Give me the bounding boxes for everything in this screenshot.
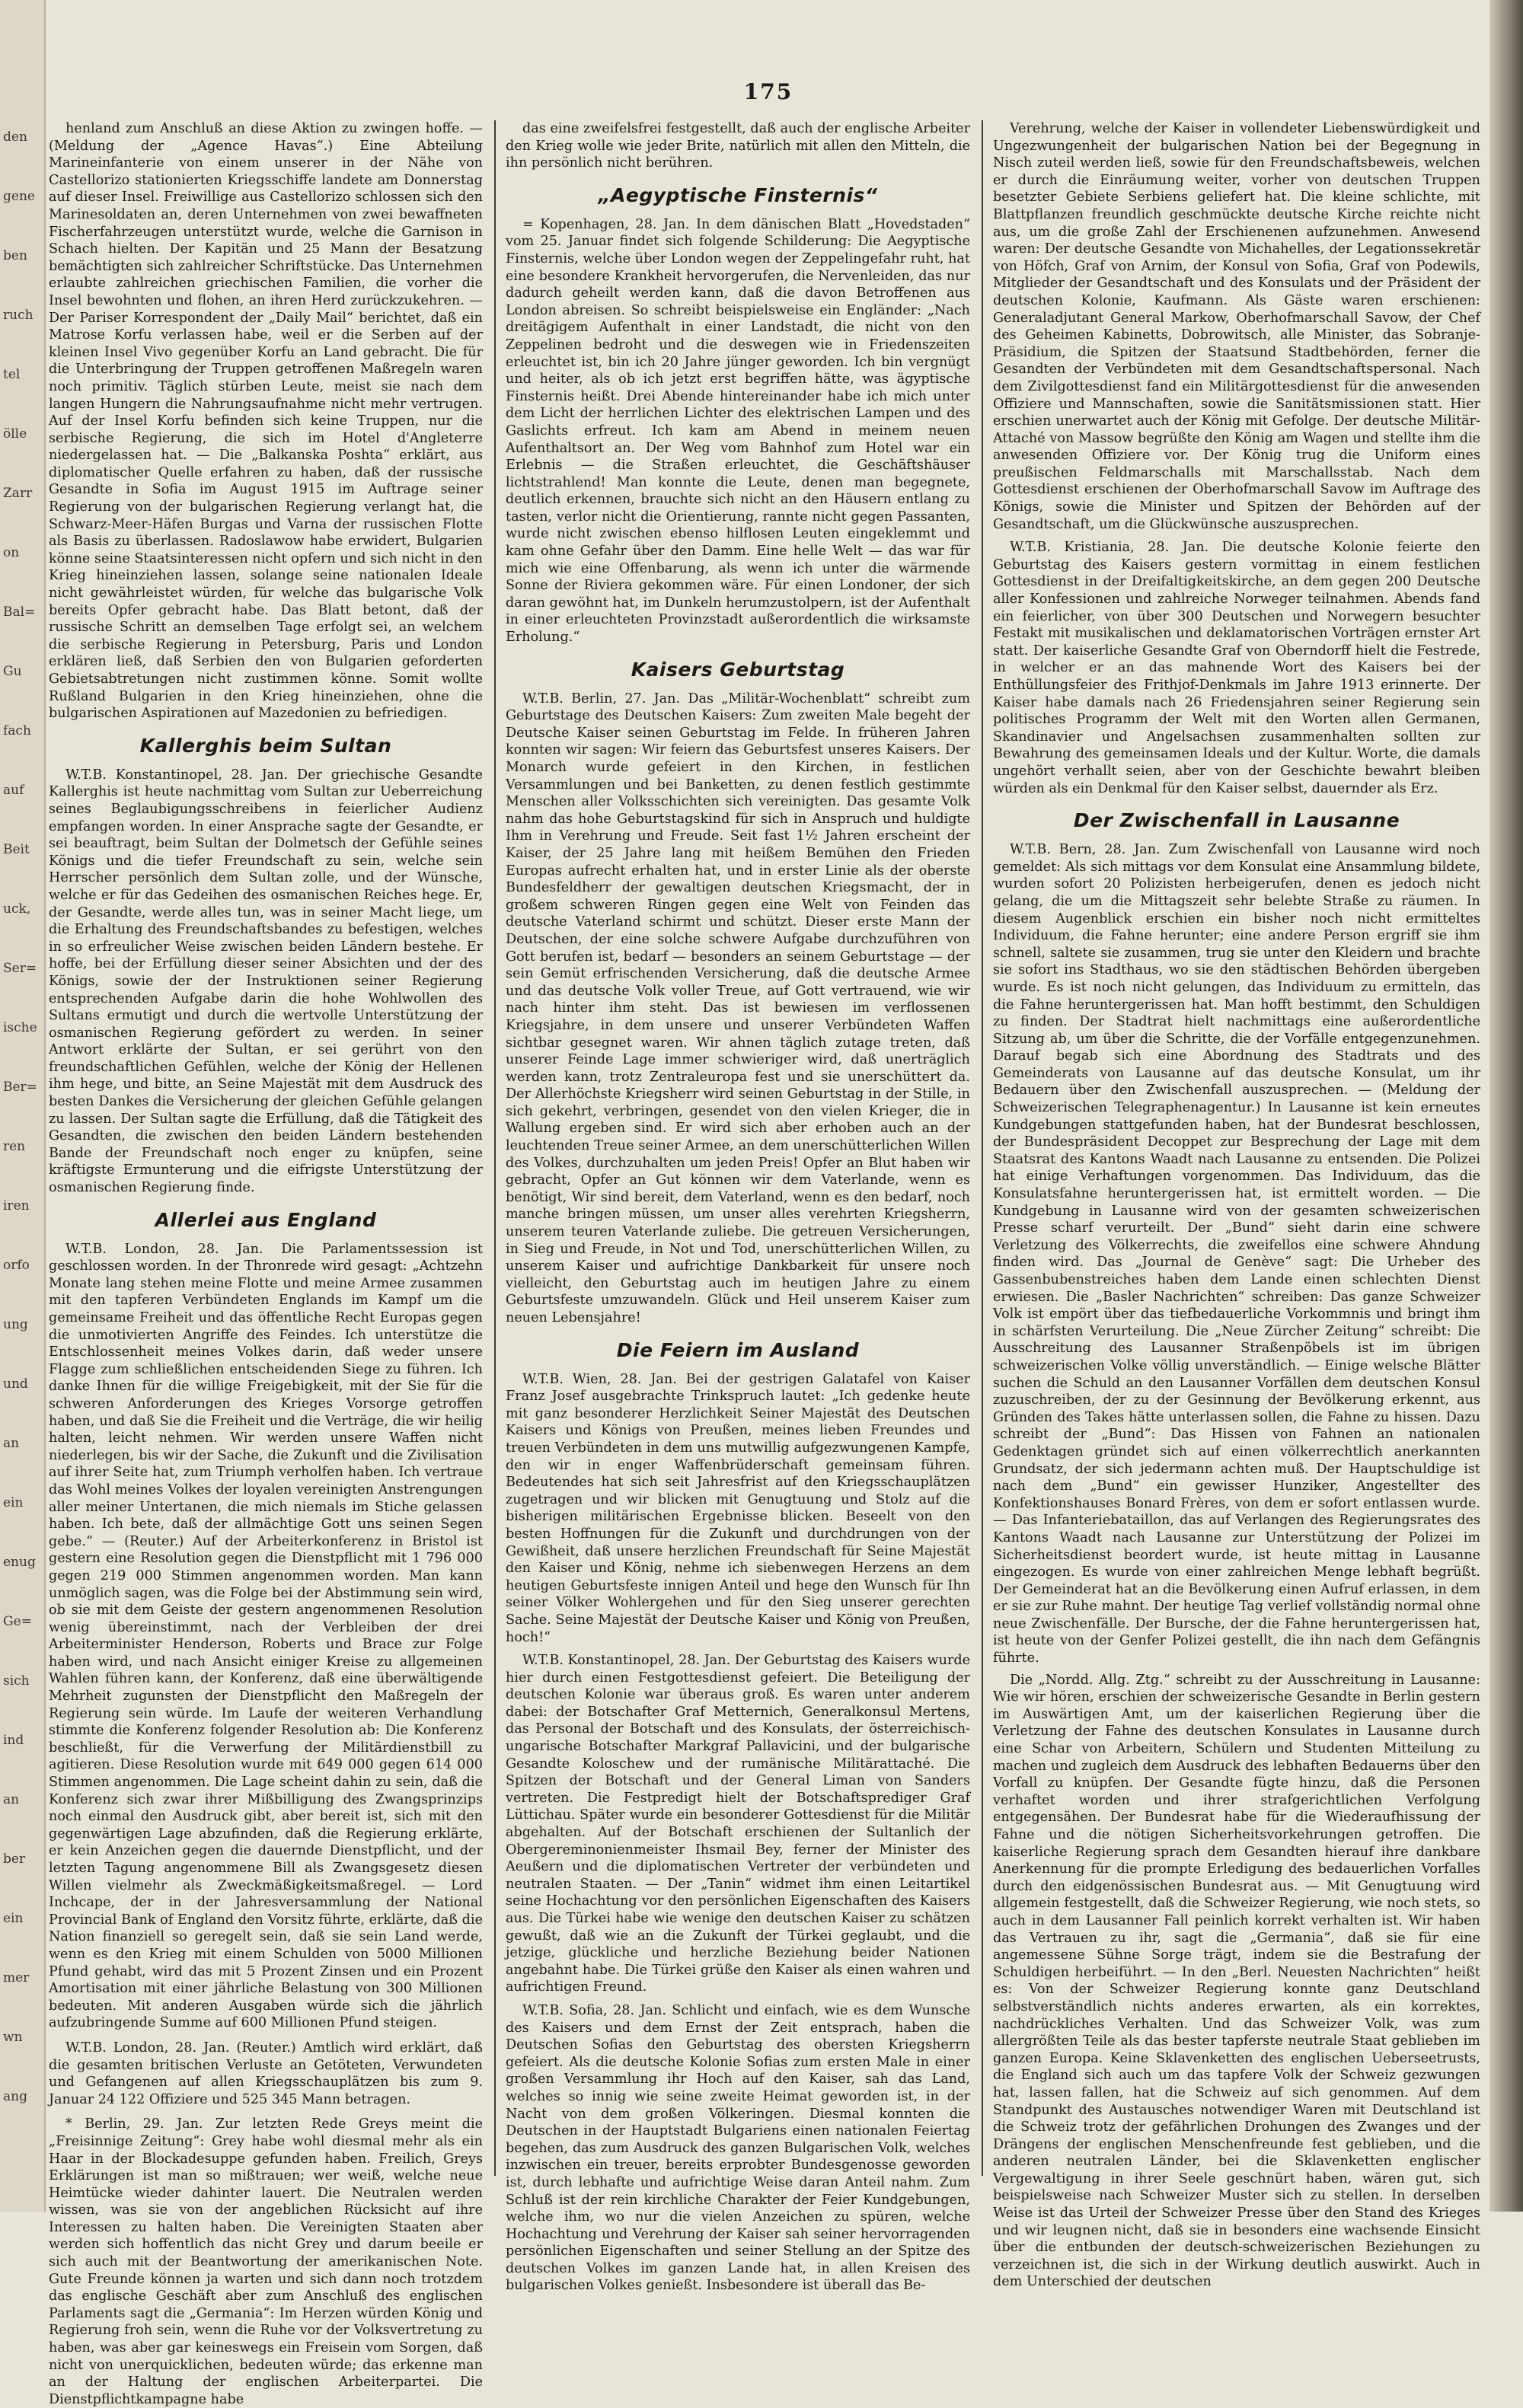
article-lausanne (993, 841, 1480, 1667)
adjacent-page-fragment: ruch (3, 308, 34, 323)
adjacent-page-fragment: uck, (3, 901, 31, 917)
article-text: W.T.B. London, 28. Jan. (Reuter.) Amtlich wird erklärt, daß die gesamten britischen Verluste an Getöteten, Verwundeten und Gefangenen auf allen Kriegsschauplätzen bis zum 9. Januar 24 122 Offiziere und 525 345 Mann betragen. (49, 2040, 483, 2107)
adjacent-page-fragment: Bal= (3, 604, 36, 620)
adjacent-page-fragment: Ber= (3, 1080, 37, 1095)
article-text: W.T.B. Sofia, 28. Jan. Schlicht und einfach, wie es dem Wunsche des Kaisers und dem Ernst der Zeit entsprach, haben die Deutschen Sofias den Geburtstag des obersten Kriegsherrn gefeiert. Als die deutsche Kolonie Sofias zum ersten Male in einer großen Versammlung ihr Hoch auf den Kaiser, sah das Land, welches so innig wie seine zweite Heimat geworden ist, in der Nacht von dem großen Völkeringen. Diesmal konnten die Deutschen in der Hauptstadt Bulgariens einen nationalen Feiertag begehen, das zum Ausdruck des ganzen Bulgarischen Volk, welches inzwischen ein treuer, bereits erprobter Bundesgenosse geworden ist, durch lebhafte und aufrichtige Weise daran Anteil nahm. Zum Schluß ist der rein kirchliche Charakter der Feier Kundgebungen, welche ihm, wo nur die vielen Anzeichen zu spüren, welche Hochachtung und Verehrung der Kaiser sah seiner hervorragenden persönlichen Eigenschaften und seiner Stellung an der Spitze des deutschen Volkes im ganzen Lande hat, in allen Kreisen des bulgarischen Volkes genießt. Insbesondere ist überall das Be- (506, 2002, 970, 2294)
column-1 (49, 120, 483, 2407)
article-kristiania (993, 539, 1480, 797)
article-text: W.T.B. Bern, 28. Jan. Zum Zwischenfall von Lausanne wird noch gemeldet: Als sich mittags vor dem Konsulat eine Ansammlung bildete, wurden sofort 20 Polizisten herbeigerufen, denen es jedoch nicht gelang, die um die Mittagszeit sehr belebte Straße zu räumen. In diesem Augenblick erschien ein bisher noch nicht ermitteltes Individuum, die Fahne herunter; eine andere Person ergriff sie ihm schnell, saltete sie zusammen, trug sie unter den Kleidern und brachte sie sofort ins Stadthaus, wo sie den städtischen Behörden übergeben wurde. Es ist noch nicht gelungen, das Individuum zu ermitteln, das die Fahne heruntergerissen hat. Man hofft bestimmt, den Schuldigen zu finden. Der Stadtrat hielt nachmittags eine außerordentliche Sitzung ab, um über die Schritte, die der Vorfälle entgegenzunehmen. Darauf begab sich eine Abordnung des Stadtrats und des Gemeinderats von Lausanne auf das deutsche Konsulat, um ihr Bedauern über den Zwischenfall auszusprechen. — (Meldung der Schweizerischen Telegraphenagentur.) In Lausanne ist kein erneutes Kundgebungen stattgefunden haben, hat der Bundesrat beschlossen, der Bundespräsident Decoppet zur Besprechung der Lage mit dem Staatsrat des Kantons Waadt nach Lausanne zu entsenden. Die Polizei hat einige Verhaftungen vorgenommen. Das Individuum, das die Konsulatsfahne heruntergerissen hat, ist ermittelt worden. — Die Kundgebung in Lausanne wird von der gesamten schweizerischen Presse scharf verurteilt. Der „Bund“ sieht darin eine schwere Verletzung des Völkerrechts, die zweifellos eine schwere Ahndung finden wird. Das „Journal de Genève“ sagt: Die Urheber des Gassenbubenstreiches haben dem Lande einen schlechten Dienst erwiesen. Die „Basler Nachrichten“ schreiben: Das ganze Schweizer Volk ist empört über das tiefbedauerliche Vorkommnis und bringt ihm in schärfsten Verurteilung. Die „Neue Zürcher Zeitung“ schreibt: Die Ausschreitung des Lausanner Straßenpöbels ist im übrigen schweizerischen Volke völlig unverständlich. — Einige welsche Blätter suchen die Schuld an den Lausanner Vorfällen dem deutschen Konsul zuzuschreiben, der zu der Gesinnung der Bevölkerung erkennt, aus Gründen des Takes hätte unterlassen sollen, die Fahne zu hissen. Dazu schreibt der „Bund“: Das Hissen von Fahnen an nationalen Gedenktagen gründet sich auf einen völkerrechtlich anerkannten Grundsatz, der sich jedermann achten muß. Der Hauptschuldige ist nach dem „Bund“ ein gewisser Hunziker, Angestellter des Konfektionshauses Bonard Frères, von dem er sofort entlassen wurde. — Das Infanteriebataillon, das auf Verlangen des Regierungsrates des Kantons Waadt nach Lausanne zur Unterstützung der Polizei im Sicherheitsdienst beordert wurde, ist heute mittag in Lausanne eingezogen. Es wurde von einer zahlreichen Menge lebhaft begrüßt. Der Gemeinderat hat an die Bevölkerung einen Aufruf erlassen, in dem er sie zur Ruhe mahnt. Der heutige Tag verlief vollständig normal ohne neue Zwischenfälle. Der Bursche, der die Fahne heruntergerissen hat, ist heute von der Genfer Polizei gestellt, die ihn nach dem Gefängnis führte. (993, 842, 1480, 1666)
adjacent-page-fragment: an (3, 1436, 20, 1451)
article-english-worker (506, 120, 970, 172)
article-text: das eine zweifelsfrei festgestellt, daß auch der englische Arbeiter den Krieg wolle wie jeder Brite, natürlich mit allen den Mitteln, die ihn persönlich nicht berühren. (506, 121, 970, 171)
adjacent-page-fragment: enug (3, 1555, 36, 1570)
adjacent-page-fragment: orfo (3, 1258, 30, 1273)
article-text: W.T.B. Konstantinopel, 28. Jan. Der Geburtstag des Kaisers wurde hier durch einen Festgottesdienst gefeiert. Die Beteiligung der deutschen Kolonie war überaus groß. Es waren unter anderem dabei: der Botschafter Graf Metternich, Generalkonsul Mertens, das Personal der Botschaft und des Konsulats, der österreichisch-ungarische Botschafter Markgraf Pallavicini, und der bulgarische Gesandte Koloschew und der rumänische Militärattaché. Die Spitzen der Botschaft und der General Liman von Sanders vertreten. Die Festpredigt hielt der Botschaftsprediger Graf Lüttichau. Später wurde ein besonderer Gottesdienst für die Militär abgehalten. Auf der Botschaft erschienen der Sultanlich der Obergereminonienmeister Ihsmail Bey, ferner der Minister des Aeußern und die diplomatischen Vertreter der verbündeten und neutralen Staaten. — Der „Tanin“ widmet ihm einen Leitartikel seine Hochachtung vor den persönlichen Eigenschaften des Kaisers aus. Die Türkei habe wie wenige den deutschen Kaiser zu schätzen gewußt, daß wie an die Zukunft der Türkei geglaubt, und die jetzige, glückliche und herzliche Beziehung beider Nationen angebahnt habe. Die Türkei grüße den Kaiser als einen wahren und aufrichtigen Freund. (506, 1653, 970, 1995)
article-england (49, 1241, 483, 2032)
adjacent-page-fragment: Gu (3, 664, 22, 679)
article-vienna (506, 1371, 970, 1647)
adjacent-page-fragment: ische (3, 1020, 37, 1035)
adjacent-page-fragment: iren (3, 1198, 30, 1214)
headline-egyptian-darkness: „Aegyptische Finsternis“ (598, 183, 878, 206)
article-constantinople (506, 1652, 970, 1996)
article-text: Die „Nordd. Allg. Ztg.“ schreibt zu der Ausschreitung in Lausanne: Wie wir hören, erschien der schweizerische Gesandte in Berlin gestern im Auswärtigen Amt, um der kaiserlichen Regierung über die Verletzung der Fahne des deutschen Konsulates in Lausanne durch eine Schar von Arbeitern, Schülern und Studenten Mitteilung zu machen und zugleich dem Ausdruck des lebhaften Bedauerns über den Vorfall zu knüpfen. Der Gesandte fügte hinzu, daß die Personen verhaftet worden und ihrer strafgerichtlichen Verfolgung entgegensähen. Der Bundesrat habe für die Wiederaufhissung der Fahne und die nötigen Sicherheitsvorkehrungen getroffen. Die kaiserliche Regierung sprach dem Gesandten hierauf ihre dankbare Anerkennung für die prompte Erledigung des bedauerlichen Vorfalles durch den eidgenössischen Bundesrat aus. — Mit Genugtuung wird allgemein festgestellt, daß die Schweizer Regierung, wie noch stets, so auch in dem Lausanner Fall peinlich korrekt verhalten ist. Wir haben das Vertrauen zu ihr, sagt die „Germania“, daß sie für eine angemessene Sühne Sorge trägt, indem sie die Bestrafung der Schuldigen herbeiführt. — In den „Berl. Neuesten Nachrichten“ heißt es: Von der Schweizer Regierung konnte ganz Deutschland selbstverständlich nichts anderes erwarten, als ein korrektes, nachdrückliches Verhalten. Und das Schweizer Volk, was zum allergrößten Teile als das bester tapferste neutrale Staat geblieben im ganzen Europa. Keine Sklavenketten des englischen Ueberseetrusts, die England sich auch um das tapfere Volk der Schweiz gezwungen hat, lassen fallen, hat die Schweiz auf sich genommen. Auf dem Standpunkt des Austausches notwendiger Waren mit Deutschland ist die Schweiz trotz der gefährlichen Drohungen des Zwanges und der Drängens der englischen Menschenfreunde fest geblieben, und die anderen neutralen Länder, bei die Sklavenketten englischer Vergewaltigung in ihrer Seele geschnürt haben, wären gut, sich beispielsweise nach Schweizer Muster sich zu stellen. In derselben Weise ist das Urteil der Schweizer Presse über den Stand des Krieges und wir leugnen nicht, daß sie in besonders eine wachsende Einsicht über die entbunden der deutsch-schweizerischen Beziehungen zu verzeichnen ist, die sich in der Wirkung deutlich auswirkt. Auch in dem Unterschied der deutschen (993, 1672, 1480, 2290)
adjacent-page-fragment: ber (3, 1851, 26, 1867)
adjacent-page-fragment: ind (3, 1733, 24, 1748)
adjacent-page-fragment: ung (3, 1317, 28, 1332)
article-text: W.T.B. Kristiania, 28. Jan. Die deutsche Kolonie feierte den Geburtstag des Kaisers gestern vormittag in einem festlichen Gottesdienst in der Dreifaltigkeitskirche, an dem gegen 200 Deutsche aller Konfessionen und zahlreiche Norweger teilnahmen. Abends fand ein feierlicher, von über 300 Deutschen und Norwegern besuchter Festakt mit musikalischen und deklamatorischen Vorträgen ernster Art statt. Der kaiserliche Gesandte Graf von Oberndorff hielt die Festrede, in welcher er an das mahnende Wort des Kaisers bei der Enthüllungsfeier des Frithjof-Denkmals im Jahre 1913 erinnerte. Der Kaiser habe damals nach 26 Friedensjahren seiner Regierung sein politisches Programm der Welt mit den Worten allen Germanen, Skandinavier und Angelsachsen zusammenhalten sollten zur Bewahrung des gemeinsamen Ideals und der Kultur. Worte, die damals ungehört verhallt seien, aber von der Geschichte bewahrt bleiben würden als ein Denkmal für den Kaiser selbst, dauernder als Erz. (993, 540, 1480, 796)
adjacent-page-fragment: an (3, 1792, 20, 1807)
article-text: W.T.B. Konstantinopel, 28. Jan. Der griechische Gesandte Kallerghis ist heute nachmittag vom Sultan zur Ueberreichung seines Beglaubigungsschreibens in feierlicher Audienz empfangen worden. In einer Ansprache sagte der Gesandte, er sei beauftragt, beim Sultan der Dolmetsch der Gefühle seines Königs und die tiefer Freundschaft zu sein, welche sein Herrscher persönlich dem Sultan zolle, und der Wünsche, welche er für das Gedeihen des osmanischen Reiches hege. Er, der Gesandte, werde alles tun, was in seiner Macht liege, um die Erhaltung des Freundschaftsbandes zu befestigen, welches in so erfreulicher Weise zwischen beiden Ländern bestehe. Er hoffe, bei der Erfüllung dieser seiner Absichten und der des Königs, sowie der der Instruktionen seiner Regierung entsprechenden Aufgabe darin die hohe Wohlwollen des Sultans ermutigt und durch die wertvolle Unterstützung der osmanischen Regierung gefördert zu werden. In seiner Antwort erklärte der Sultan, er sei gerührt von den freundschaftlichen Gefühlen, welche der König der Hellenen ihm hege, und bitte, an Seine Majestät mit dem Ausdruck des besten Dankes die Versicherung der gleichen Gefühle gelangen zu lassen. Der Sultan sagte die Erfüllung, daß die Tätigkeit des Gesandten, die zwischen den beiden Ländern bestehenden Bande der Freundschaft noch enger zu knüpfen, seine kräftigste Ermunterung und die eifrigste Unterstützung der osmanischen Regierung finde. (49, 767, 483, 1196)
article-balkans-continuation (49, 120, 483, 722)
adjacent-page-fragment: ren (3, 1139, 26, 1154)
article-british-losses (49, 2040, 483, 2108)
headline-england: Allerlei aus England (155, 1208, 377, 1231)
article-text: * Berlin, 29. Jan. Zur letzten Rede Greys meint die „Freisinnige Zeitung“: Grey habe wohl diesmal mehr als ein Haar in der Blockadesuppe gefunden haben. Freilich, Greys Erklärungen ist man so mißtrauen; wer weiß, welche neue Heimtücke wieder dahinter lauert. Die Neutralen werden wissen, was sie von der angeblichen Rücksicht auf ihre Interessen zu halten haben. Die Vereinigten Staaten aber werden sich hoffentlich das nicht Grey und darum beeile er sich auch mit der Beantwortung der amerikanischen Note. Gute Freunde können ja warten und sich dann noch trotzdem das englische Geschäft aber zum Anschluß des englischen Parlaments sagt die „Germania“: Im Herzen würden König und Regierung froh sein, wenn die Ruhe vor der Volksvertretung zu haben, was aber gar keineswegs ein Freisein vom Sorgen, daß nicht von unerquicklichen, bedeuten würde; das erkenne man an der Haltung der englischen Arbeiterpartei. Die Dienstpflichtkampagne habe (49, 2116, 483, 2407)
book-binding-edge (1489, 0, 1523, 2212)
adjacent-page-fragment: ein (3, 1495, 24, 1510)
adjacent-page-fragment: auf (3, 783, 24, 798)
adjacent-page-fragment: on (3, 545, 20, 560)
adjacent-page-fragment: Ge= (3, 1614, 32, 1629)
article-sofia (506, 2002, 970, 2295)
article-grey-speech (49, 2116, 483, 2408)
adjacent-page-fragment: ein (3, 1911, 24, 1926)
article-text: Verehrung, welche der Kaiser in vollendeter Liebenswürdigkeit und Ungezwungenheit der bulgarischen Nation bei der Begegnung in Nisch zuteil werden ließ, sowie für den Freundschaftsbeweis, welchen er durch die Einräumung weiter, vorher von deutschen Truppen besetzter Gebiete Serbiens geliefert hat. Die kleine schlichte, mit Blattpflanzen freundlich geschmückte deutsche Kirche reichte nicht aus, um die große Zahl der Erschienenen aufzunehmen. Anwesend waren: Der deutsche Gesandte von Michahelles, der Legationssekretär von Höfch, Graf von Arnim, der Konsul von Sofia, Graf von Podewils, Mitglieder der Gesandtschaft und des Konsulats und der Präsident der deutschen Kolonie, Kaufmann. Als Gäste waren erschienen: Generaladjutant General Markow, Oberhofmarschall Savow, der Chef des Geheimen Kabinetts, Dobrowitsch, alle Minister, das Sobranje-Präsidium, die Spitzen der Staatsund Stadtbehörden, ferner die Gesandten der Verbündeten mit dem Gesandtschaftspersonal. Nach dem Zivilgottesdienst fand ein Militärgottesdienst für die anwesenden Offiziere und Mannschaften, sowie die Sanitätsmissionen statt. Hier erschien unerwartet auch der König mit Gefolge. Der deutsche Militär-Attaché von Massow begrüßte den König am Wagen und stellte ihm die anwesenden Offiziere vor. Der König trug die Uniform eines preußischen Feldmarschalls mit Marschallsstab. Nach dem Gottesdienst erschienen der Oberhofmarschall Savow im Auftrage des Königs, sowie die Minister und Spitzen der Behörden auf der Gesandtschaft, um die Glückwünsche auszusprechen. (993, 121, 1480, 532)
column-rule (494, 120, 496, 2176)
headline-celebrations-abroad: Die Feiern im Ausland (616, 1338, 860, 1361)
article-kallerghis (49, 767, 483, 1197)
headline-lausanne-incident: Der Zwischenfall in Lausanne (1073, 809, 1400, 832)
adjacent-page-fragment: und (3, 1376, 28, 1392)
article-sofia-continuation (993, 120, 1480, 533)
adjacent-page-fragment: fach (3, 723, 31, 738)
adjacent-page-fragment: ang (3, 2089, 27, 2104)
article-nordd-allg-ztg (993, 1672, 1480, 2291)
article-text: henland zum Anschluß an diese Aktion zu zwingen hoffe. — (Meldung der „Agence Havas“.) Eine Abteilung Marineinfanterie von einem unserer in der Nähe von Castellorizo stationierten Kriegsschiffe landete am Donnerstag auf dieser Insel. Freiwillige aus Castellorizo schlossen sich den Marinesoldaten an, deren Unternehmen von zwei bewaffneten Fischerfahrzeugen unterstützt wurde, welche die Garnison in Schach hielten. Der Kapitän und 25 Mann der Besatzung bemächtigten sich zahlreicher Schriftstücke. Das Unternehmen erlaubte zahlreichen griechischen Familien, die vorher die Insel bewohnten und flohen, an ihren Herd zurückzukehren. — Der Pariser Korrespondent der „Daily Mail“ berichtet, daß ein Matrose Korfu verlassen habe, weil er die Serben auf der kleinen Insel Vivo gegenüber Korfu an Land gebracht. Die für die Unterbringung der Truppen getroffenen Maßregeln waren noch primitiv. Täglich stürben Leute, meist sie nach dem langen Hungern die Nahrungsaufnahme nicht mehr vertrugen. Auf der Insel Korfu befinden sich keine Truppen, nur die serbische Regierung, die sich im Hotel d'Angleterre niedergelassen hat. — Die „Balkanska Poshta“ erklärt, aus diplomatischer Quelle erfahren zu haben, daß der russische Gesandte in Sofia im August 1915 im Auftrage seiner Regierung von der bulgarischen Regierung verlangt hat, die Schwarz-Meer-Häfen Burgas und Varna der russischen Flotte als Basis zu überlassen. Radoslawow habe erwidert, Bulgarien könne seine Staatsinteressen nicht opfern und sich nicht in den Krieg hineinziehen lassen, solange seine nationalen Ideale nicht gewährleistet würden, für welche das bulgarische Volk bereits Opfer gebracht habe. Das Blatt betont, daß der russische Schritt an demselben Tage erfolgt sei, an welchem die serbische Regierung in Petersburg, Paris und London erklären ließ, daß Serbien den von Bulgarien geforderten Gebietsabtretungen nicht zustimmen könne. Somit wollte Rußland Bulgarien in den Krieg hineinziehen, ohne die bulgarischen Aspirationen auf Mazedonien zu befriedigen. (49, 121, 483, 722)
column-2 (506, 120, 970, 2294)
adjacent-page-fragment: Beit (3, 842, 30, 857)
article-kaisers-birthday (506, 691, 970, 1327)
article-egyptian-darkness (506, 216, 970, 646)
newspaper-page (49, 79, 1488, 2407)
headline-kaisers-birthday: Kaisers Geburtstag (631, 658, 845, 681)
adjacent-page-fragment: tel (3, 367, 21, 382)
adjacent-page-fragment: Zarr (3, 486, 33, 501)
adjacent-page-fragment: Ser= (3, 961, 37, 976)
article-text: W.T.B. Wien, 28. Jan. Bei der gestrigen Galatafel von Kaiser Franz Josef ausgebrachte Trinkspruch lautet: „Ich gedenke heute mit ganz besonderer Herzlichkeit Seiner Majestät des Deutschen Kaisers und Königs von Preußen, meines lieben Freundes und treuen Verbündeten in dem uns mutwillig aufgezwungenen Kampfe, den wir in enger Waffenbrüderschaft gemeinsam führen. Bedeutendes hat sich seit Jahresfrist auf den Kriegsschauplätzen zugetragen und wir blicken mit Genugtuung und Stolz auf die bisherigen militärischen Ergebnisse blicken. Beseelt von den besten Hoffnungen für die Zukunft und durchdrungen von der Gewißheit, daß unsere herzlichen Freundschaft für Seine Majestät den Kaiser und König, nehme ich siebenwegen Herzens an dem heutigen Geburtsfeste innigen Anteil und hege den Wunsch für Ihn seiner Völker Wohlergehen und für den Sieg unserer gerechten Sache. Seine Majestät der Deutsche Kaiser und König von Preußen, hoch!“ (506, 1371, 970, 1645)
adjacent-page-fragment: ben (3, 248, 27, 263)
article-text: = Kopenhagen, 28. Jan. In dem dänischen Blatt „Hovedstaden“ vom 25. Januar findet sich folgende Schilderung: Die Aegyptische Finsternis, welche über London wegen der Zeppelingefahr ruht, hat eine besondere Krankheit hervorgerufen, die Nervenleiden, das nur dadurch geheilt werden kann, daß die davon Betroffenen aus London abreisen. So schreibt beispielsweise ein Engländer: „Nach dreitägigem Aufenthalt in einer Landstadt, die nicht von den Zeppelinen bedroht und die deswegen wie in Friedenszeiten erleuchtet ist, bin ich 20 Jahre jünger geworden. Ich bin vergnügt und heiter, als ob ich jetzt erst begriffen hätte, was ägyptische Finsternis heißt. Drei Abende hintereinander habe ich mich unter dem Licht der herrlichen Lichter des elektrischen Lampen und des Gaslichts erfreut. Ich kam am Abend in meinem neuen Aufenthaltsort an. Der Weg vom Bahnhof zum Hotel war ein Erlebnis — die Straßen erleuchtet, die Geschäftshäuser lichtstrahlend! Man konnte die Leute, denen man begegnete, deutlich erkennen, brauchte sich nicht an den Häusern entlang zu tasten, verlor nicht die Orientierung, rannte nicht gegen Passanten, wurde nicht zwischen ebenso hilflosen Leuten eingeklemmt und kam ohne Gefahr über den Damm. Eine helle Welt — das war für mich wie eine Offenbarung, als wenn ich unter die wärmende Sonne der Riviera gekommen wäre. Für einen Londoner, der sich daran gewöhnt hat, im Dunkeln herumzustolpern, ist der Aufenthalt in einer erleuchteten Provinzstadt außerordentlich die wirksamste Erholung.“ (506, 216, 970, 646)
article-text: W.T.B. London, 28. Jan. Die Parlamentssession ist geschlossen worden. In der Thronrede wird gesagt: „Achtzehn Monate lang stehen meine Flotte und meine Armee zusammen mit den tapferen Verbündeten Englands im Kampf um die gemeinsame Freiheit und das öffentliche Recht Europas gegen die unmotivierten Angriffe des Feindes. Ich unterstütze die Entschlossenheit meines Volkes darin, daß weder unsere Flagge zum schließlichen entscheidenden Siege zu führen. Ich danke Ihnen für die willige Freigebigkeit, mit der Sie für die schweren Anforderungen des Krieges Vorsorge getroffen haben, und daß Sie die Freiheit und die Verträge, die wir heilig halten, leicht nehmen. Wir werden unsere Waffen nicht niederlegen, bis wir der Sache, die Zukunft und die Zivilisation auf ihrer Seite hat, zum Triumph verholfen haben. Ich vertraue das Wohl meines Volkes der loyalen vereinigten Anstrengungen aller meiner Untertanen, die mich niemals im Stiche gelassen haben. Ich bete, daß der allmächtige Gott uns seinen Segen gebe.“ — (Reuter.) Auf der Arbeiterkonferenz in Bristol ist gestern eine Resolution gegen die Dienstpflicht mit 1 796 000 gegen 219 000 Stimmen angenommen worden. Man kann unmöglich sagen, was die Folge bei der Abstimmung sein wird, ob sie mit dem Geiste der gestern angenommenen Resolution wenig übereinstimmt, nach der Verbleiben der drei Arbeiterminister Henderson, Roberts und Brace zur Folge haben wird, und nach Ansicht einiger Kreise zu allgemeinen Wahlen führen kann, der Konferenz, daß eine überwältigende Mehrheit zugunsten der Dienstpflicht den Maßregeln der Regierung sein würde. Im Laufe der weiteren Verhandlung stimmte die Konferenz folgender Resolution ab: Die Konferenz beschließt, für die Verwerfung der Militärdienstbill zu agitieren. Diese Resolution wurde mit 649 000 gegen 614 000 Stimmen angenommen. Die Lage scheint dahin zu sein, daß die Konferenz sich zwar ihrer Mißbilligung des Zwangsprinzips noch einmal den Ausdruck gibt, aber bereit ist, sich mit den gegenwärtigen Lage abzufinden, daß die Regierung erklärte, er kein Anzeichen gegen die dauernde Dienstpflicht, und der letzten Tagung angenommene Bill als Zwangsgesetz diesen Willen vielmehr als Zweckmäßigkeitsmaßregel. — Lord Inchcape, der in der Jahresversammlung der National Provincial Bank of England den Vorsitz führte, erklärte, daß die Nation finanziell so geregelt sein, daß sie sein Land werde, wenn es den Krieg mit einem Schulden von 5000 Millionen Pfund gehabt, wird das mit 5 Prozent Zinsen und ein Prozent Amortisation mit einer jährliche Belastung von 300 Millionen bedeuten. Mit anderen Ausgaben würde sich die jährlich aufzubringende Summe auf 600 Millionen Pfund steigen. (49, 1241, 483, 2031)
column-rule (982, 120, 983, 2176)
article-text: W.T.B. Berlin, 27. Jan. Das „Militär-Wochenblatt“ schreibt zum Geburtstage des Deutschen Kaisers: Zum zweiten Male begeht der Deutsche Kaiser seinen Geburtstag im Felde. In früheren Jahren konnten wir sagen: Wir feiern das Geburtsfest unseres Kaisers. Der Monarch wurde gefeiert in den Kirchen, in festlichen Versammlungen und bei Banketten, zu denen festlich gestimmte Menschen aller Volksschichten sich vereinigten. Das gesamte Volk nahm das hohe Geburtstagskind für sich in Anspruch und huldigte Ihm in Verehrung und Freude. Seit fast 1½ Jahren erscheint der Kaiser, der 25 Jahre lang mit heißem Bemühen den Frieden Europas aufrecht erhalten hat, und in erster Linie als der oberste Bundesfeldherr der gewaltigen deutschen Kriegsmacht, der in großem schweren Ringen gegen eine Welt von Feinden das deutsche Vaterland schirmt und schützt. Dieser erste Mann der Deutschen, der eine solche schwere Aufgabe durchzuführen von Gott berufen ist, bedarf — besonders an seinem Geburtstage — der sein Gemüt erfrischenden Versicherung, daß die deutsche Armee und das deutsche Volk voller Treue, auf Gott vertrauend, wie wir nach hinter ihm steht. Das ist bewiesen im verflossenen Kriegsjahre, in dem unsere und unserer Verbündeten Waffen sichtbar gesegnet waren. Wir ahnen täglich zutage treten, daß unserer Feinde Lage immer schwieriger wird, daß unerträglich werden kann, trotz Zentraleuropa fest und sie unerschüttert da. Der Allerhöchste Kriegsherr wird seinen Geburtstag in der Stille, in sich gekehrt, verbringen, gesendet von den vielen Krieger, die in Wallung ergeben sind. Er wird sich aber erhoben auch an der leuchtenden Treue seiner Armee, an dem unerschütterlichen Willen des Volkes, durchzuhalten um jeden Preis! Opfer an Blut haben wir gebracht, Opfer an Gut können wir dem Vaterlande, wenn es benötigt, Wir sind bereit, dem Vaterland, wenn es den bedarf, noch manche bringen müssen, um unser alles verehrten Kriegsherrn, unserem teuren Vaterlande zuliebe. Die getreuen Versicherungen, in Sieg und Freude, in Not und Tod, unerschütterlichen Willen, zu unserem Kaiser und aufrichtige Dankbarkeit für unsere noch vielleicht, den Geburtstag auch im heutigen Jahre zu einem Geburtsfeste umzuwandeln. Glück und Heil unserem Kaiser zum neuen Lebensjahre! (506, 691, 970, 1325)
adjacent-page-fragment: mer (3, 1970, 30, 1985)
adjacent-page-fragment: sich (3, 1673, 30, 1689)
headline-kallerghis: Kallerghis beim Sultan (139, 734, 392, 757)
page-number: 175 (743, 79, 793, 104)
adjacent-page-strip (0, 0, 46, 2212)
adjacent-page-fragment: gene (3, 189, 35, 204)
adjacent-page-fragment: ölle (3, 426, 27, 442)
adjacent-page-fragment: den (3, 129, 27, 145)
column-3 (993, 120, 1480, 2290)
adjacent-page-fragment: wn (3, 2030, 23, 2045)
